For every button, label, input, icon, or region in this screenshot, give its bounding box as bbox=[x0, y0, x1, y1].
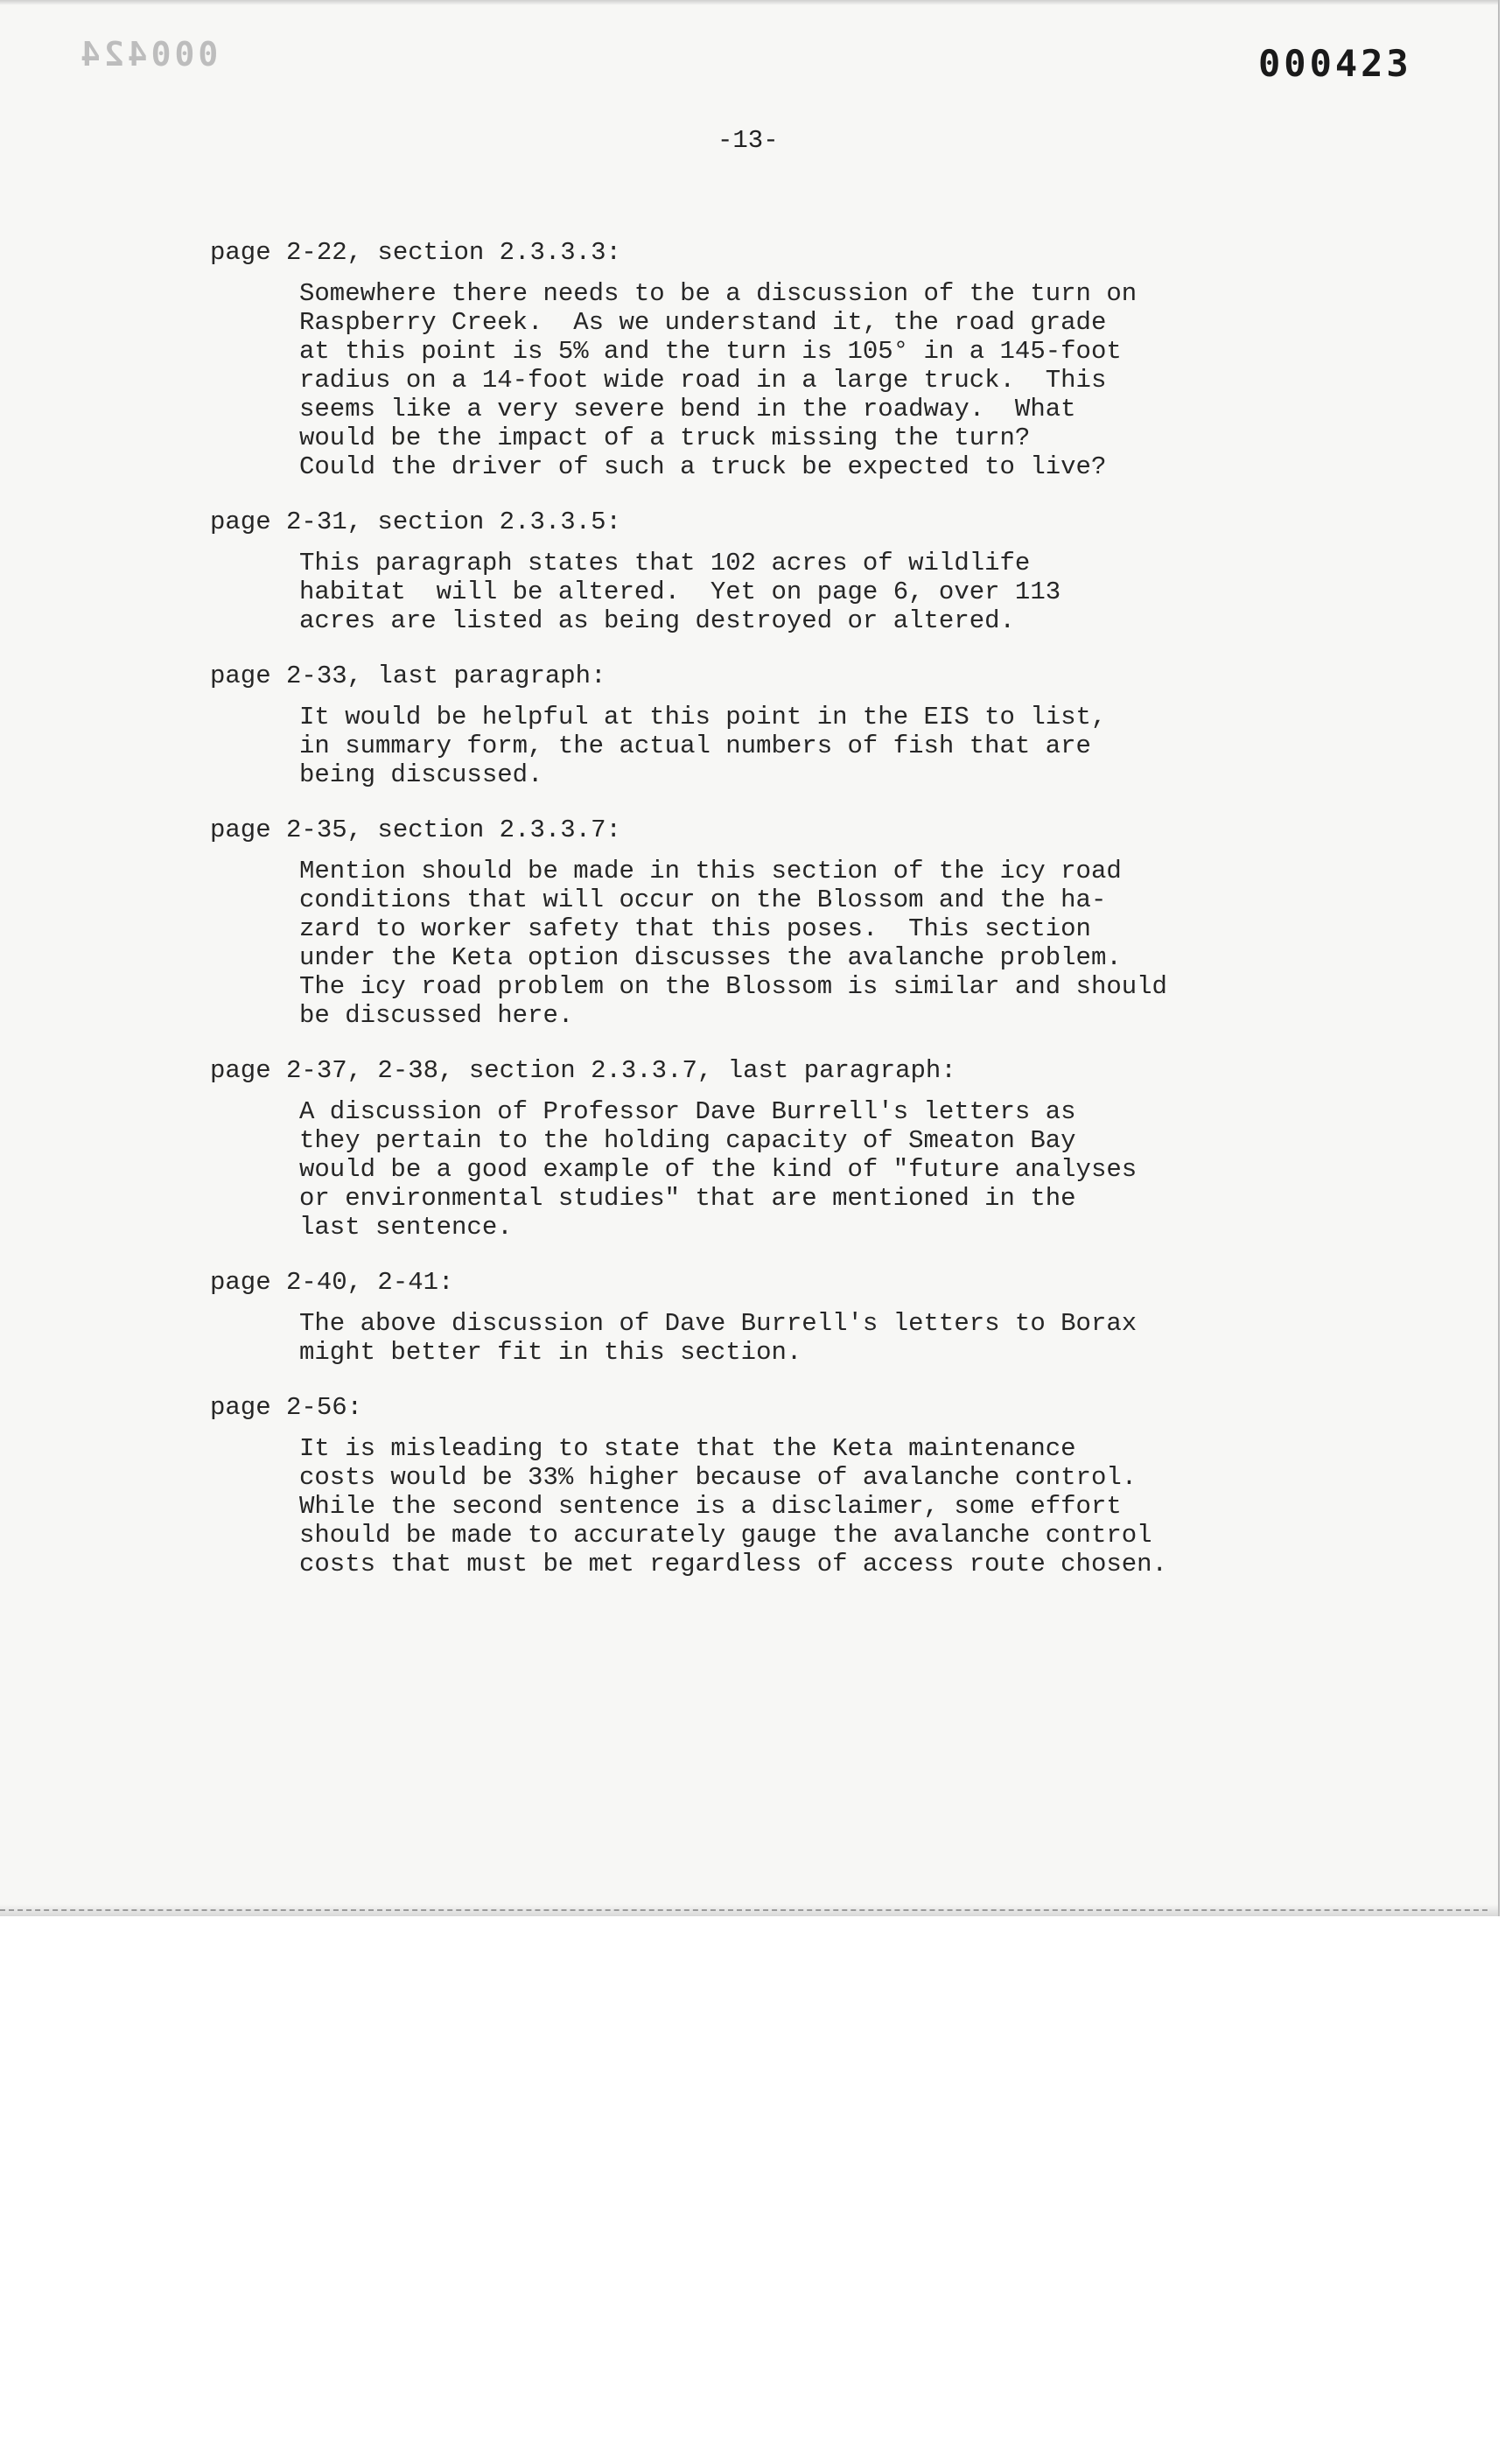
scan-top-edge bbox=[0, 0, 1498, 5]
faded-bates-stamp: 000424 bbox=[77, 35, 219, 74]
comment-section bbox=[210, 816, 1348, 1030]
comment-section bbox=[210, 238, 1348, 481]
section-body: It is misleading to state that the Keta maintenance costs would be 33% higher because of avalanche control. While the second sentence is a disclaimer, some effort should be made to accurately gauge the avalanche control costs that must be met regardless of access route chosen. bbox=[299, 1434, 1167, 1578]
scan-bottom-rule bbox=[0, 1909, 1488, 1911]
comment-section bbox=[210, 662, 1348, 789]
section-body: Somewhere there needs to be a discussion of the turn on Raspberry Creek. As we understand it, the road grade at this point is 5% and the turn is 105° in a 145-foot radius on a 14-foot wide road in a large truck. This seems like a very severe bend in the roadway. What would be the impact of a truck missing the turn? Could the driver of such a truck be expected to live? bbox=[299, 279, 1138, 481]
section-heading: page 2-56: bbox=[210, 1393, 363, 1422]
section-heading: page 2-33, last paragraph: bbox=[210, 662, 606, 690]
page-number: -13- bbox=[718, 126, 779, 155]
comment-section bbox=[210, 1268, 1348, 1367]
comment-section bbox=[210, 1393, 1348, 1578]
comment-section bbox=[210, 1056, 1348, 1242]
comment-section bbox=[210, 508, 1348, 635]
section-heading: page 2-40, 2-41: bbox=[210, 1268, 454, 1297]
section-body: Mention should be made in this section of the icy road conditions that will occur on the Blossom and the ha- zard to worker safety that this poses. This section under the Keta option discusses the avalanche problem. The icy road problem on the Blossom is similar and should be discussed here. bbox=[299, 857, 1167, 1030]
section-body: It would be helpful at this point in the EIS to list, in summary form, the actual numbers of fish that are being discussed. bbox=[299, 703, 1107, 789]
section-body: The above discussion of Dave Burrell's letters to Borax might better fit in this section. bbox=[299, 1309, 1138, 1367]
comments-list bbox=[210, 238, 1348, 1605]
bates-number-stamp: 000423 bbox=[1258, 42, 1412, 85]
section-heading: page 2-31, section 2.3.3.5: bbox=[210, 508, 621, 536]
section-heading: page 2-35, section 2.3.3.7: bbox=[210, 816, 621, 844]
section-heading: page 2-22, section 2.3.3.3: bbox=[210, 238, 621, 267]
section-body: This paragraph states that 102 acres of wildlife habitat will be altered. Yet on page 6, over 113 acres are listed as being destroyed or altered. bbox=[299, 549, 1061, 635]
section-heading: page 2-37, 2-38, section 2.3.3.7, last paragraph: bbox=[210, 1056, 956, 1085]
section-body: A discussion of Professor Dave Burrell's letters as they pertain to the holding capacity of Smeaton Bay would be a good example of the kind of "future analyses or environmental studies" that are mentioned in the last sentence. bbox=[299, 1097, 1138, 1242]
